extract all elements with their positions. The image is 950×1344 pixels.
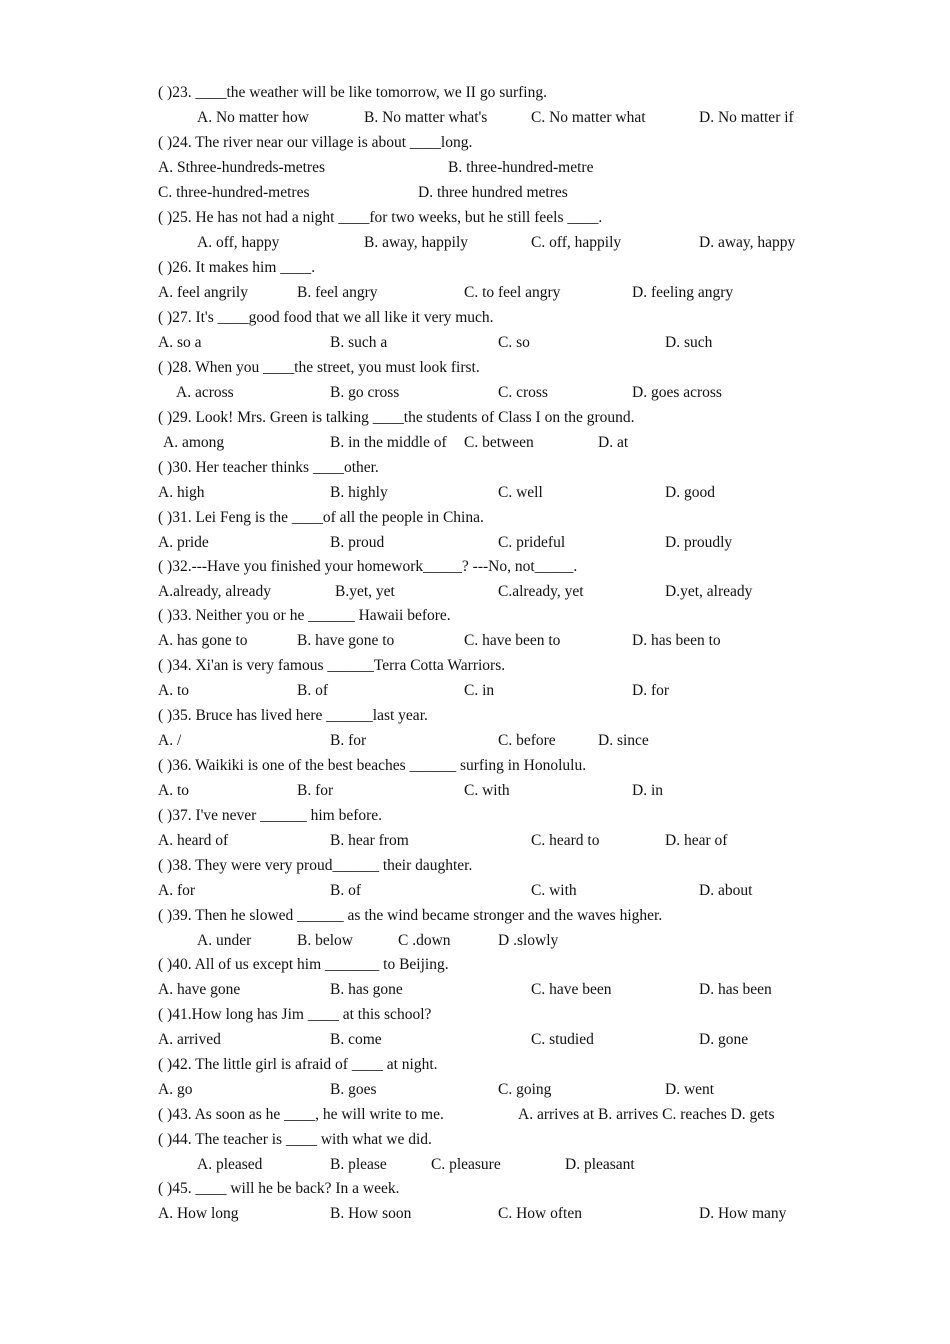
option-d: D. three hundred metres [418, 184, 568, 201]
option-a: A. No matter how [197, 109, 309, 126]
question-text: ( )23. ____the weather will be like tomorrow, we II go surfing. [158, 84, 547, 101]
option-b: B. such a [330, 334, 388, 351]
option-b: B. No matter what's [364, 109, 488, 126]
option-b: B. of [297, 682, 328, 699]
option-b: B. hear from [330, 832, 409, 849]
question-text: ( )30. Her teacher thinks ____other. [158, 459, 379, 476]
option-c: C. between [464, 434, 534, 451]
option-b: B. goes [330, 1081, 377, 1098]
option-b: B. come [330, 1031, 382, 1048]
question-text: ( )44. The teacher is ____ with what we did. [158, 1131, 432, 1148]
option-c: C. to feel angry [464, 284, 561, 301]
question-text: ( )25. He has not had a night ____for two weeks, but he still feels ____. [158, 209, 603, 226]
option-a: A. under [197, 932, 252, 949]
option-d: D. went [665, 1081, 715, 1098]
option-b: B. go cross [330, 384, 400, 401]
question-text: ( )38. They were very proud______ their daughter. [158, 857, 473, 874]
option-c: C. heard to [531, 832, 600, 849]
question-text: ( )31. Lei Feng is the ____of all the people in China. [158, 509, 484, 526]
option-d: D. hear of [665, 832, 728, 849]
question-text: ( )36. Waikiki is one of the best beaches ______ surfing in Honolulu. [158, 757, 587, 774]
option-d: D. No matter if [699, 109, 794, 126]
option-b: B. in the middle of [330, 434, 447, 451]
option-c: C. so [498, 334, 530, 351]
option-a: A. go [158, 1081, 193, 1098]
option-a: A. off, happy [197, 234, 280, 251]
question-text: ( )34. Xi'an is very famous ______Terra Cotta Warriors. [158, 657, 506, 674]
option-d: D. gone [699, 1031, 749, 1048]
option-b: B. How soon [330, 1205, 412, 1222]
option-d: D. How many [699, 1205, 787, 1222]
question-text: ( )27. It's ____good food that we all like it very much. [158, 309, 494, 326]
question-text: ( )39. Then he slowed ______ as the wind became stronger and the waves higher. [158, 907, 663, 924]
option-c: C .down [398, 932, 451, 949]
option-b: B. proud [330, 534, 385, 551]
option-a: A. How long [158, 1205, 239, 1222]
option-c: C. prideful [498, 534, 566, 551]
question-text: ( )41.How long has Jim ____ at this school? [158, 1006, 432, 1023]
options-inline: A. arrives at B. arrives C. reaches D. gets [518, 1106, 775, 1123]
option-c: C. How often [498, 1205, 582, 1222]
option-b: B. of [330, 882, 361, 899]
option-c: C. off, happily [531, 234, 622, 251]
question-text: ( )43. As soon as he ____, he will write to me. [158, 1106, 444, 1123]
option-c: C. have been [531, 981, 612, 998]
option-d: D. goes across [632, 384, 722, 401]
option-c: C.already, yet [498, 583, 584, 600]
option-a: A. arrived [158, 1031, 221, 1048]
option-d: D. pleasant [565, 1156, 635, 1173]
question-text: ( )32.---Have you finished your homework_____? ---No, not_____. [158, 558, 578, 575]
option-d: D. since [598, 732, 649, 749]
option-c: C. cross [498, 384, 548, 401]
option-d: D.yet, already [665, 583, 753, 600]
option-d: D. such [665, 334, 713, 351]
option-b: B. three-hundred-metre [448, 159, 594, 176]
option-d: D. at [598, 434, 629, 451]
question-text: ( )26. It makes him ____. [158, 259, 316, 276]
question-text: ( )37. I've never ______ him before. [158, 807, 383, 824]
option-d: D. in [632, 782, 663, 799]
question-text: ( )40. All of us except him _______ to Beijing. [158, 956, 449, 973]
option-b: B. please [330, 1156, 387, 1173]
option-b: B. for [330, 732, 367, 749]
question-text: ( )45. ____ will he be back? In a week. [158, 1180, 400, 1197]
question-text: ( )28. When you ____the street, you must look first. [158, 359, 480, 376]
option-b: B.yet, yet [335, 583, 395, 600]
question-text: ( )35. Bruce has lived here ______last year. [158, 707, 428, 724]
option-c: C. going [498, 1081, 552, 1098]
option-d: D. good [665, 484, 715, 501]
option-c: C. three-hundred-metres [158, 184, 310, 201]
option-c: C. studied [531, 1031, 594, 1048]
option-b: B. feel angry [297, 284, 378, 301]
option-c: C. before [498, 732, 556, 749]
question-text: ( )33. Neither you or he ______ Hawaii before. [158, 607, 451, 624]
option-a: A. heard of [158, 832, 229, 849]
option-a: A. has gone to [158, 632, 248, 649]
option-c: C. pleasure [431, 1156, 501, 1173]
option-b: B. below [297, 932, 353, 949]
option-d: D. has been [699, 981, 772, 998]
option-b: B. highly [330, 484, 388, 501]
option-a: A. / [158, 732, 182, 749]
option-c: C. with [531, 882, 577, 899]
option-a: A.already, already [158, 583, 272, 600]
option-b: B. has gone [330, 981, 403, 998]
option-d: D. about [699, 882, 753, 899]
question-text: ( )42. The little girl is afraid of ____ at night. [158, 1056, 438, 1073]
option-a: A. to [158, 682, 189, 699]
question-text: ( )29. Look! Mrs. Green is talking ____the students of Class I on the ground. [158, 409, 635, 426]
option-d: D .slowly [498, 932, 559, 949]
option-a: A. so a [158, 334, 202, 351]
option-a: A. feel angrily [158, 284, 248, 301]
option-d: D. feeling angry [632, 284, 734, 301]
option-b: B. for [297, 782, 334, 799]
option-a: A. high [158, 484, 205, 501]
option-a: A. Sthree-hundreds-metres [158, 159, 326, 176]
option-c: C. in [464, 682, 495, 699]
option-b: B. away, happily [364, 234, 469, 251]
option-d: D. proudly [665, 534, 733, 551]
option-a: A. pleased [197, 1156, 263, 1173]
option-a: A. for [158, 882, 196, 899]
option-b: B. have gone to [297, 632, 395, 649]
option-d: D. has been to [632, 632, 721, 649]
option-a: A. pride [158, 534, 209, 551]
option-a: A. to [158, 782, 189, 799]
option-c: C. No matter what [531, 109, 646, 126]
option-d: D. for [632, 682, 670, 699]
option-d: D. away, happy [699, 234, 796, 251]
option-c: C. with [464, 782, 510, 799]
option-c: C. well [498, 484, 543, 501]
option-c: C. have been to [464, 632, 561, 649]
option-a: A. among [163, 434, 225, 451]
option-a: A. across [176, 384, 234, 401]
option-a: A. have gone [158, 981, 241, 998]
question-text: ( )24. The river near our village is about ____long. [158, 134, 473, 151]
